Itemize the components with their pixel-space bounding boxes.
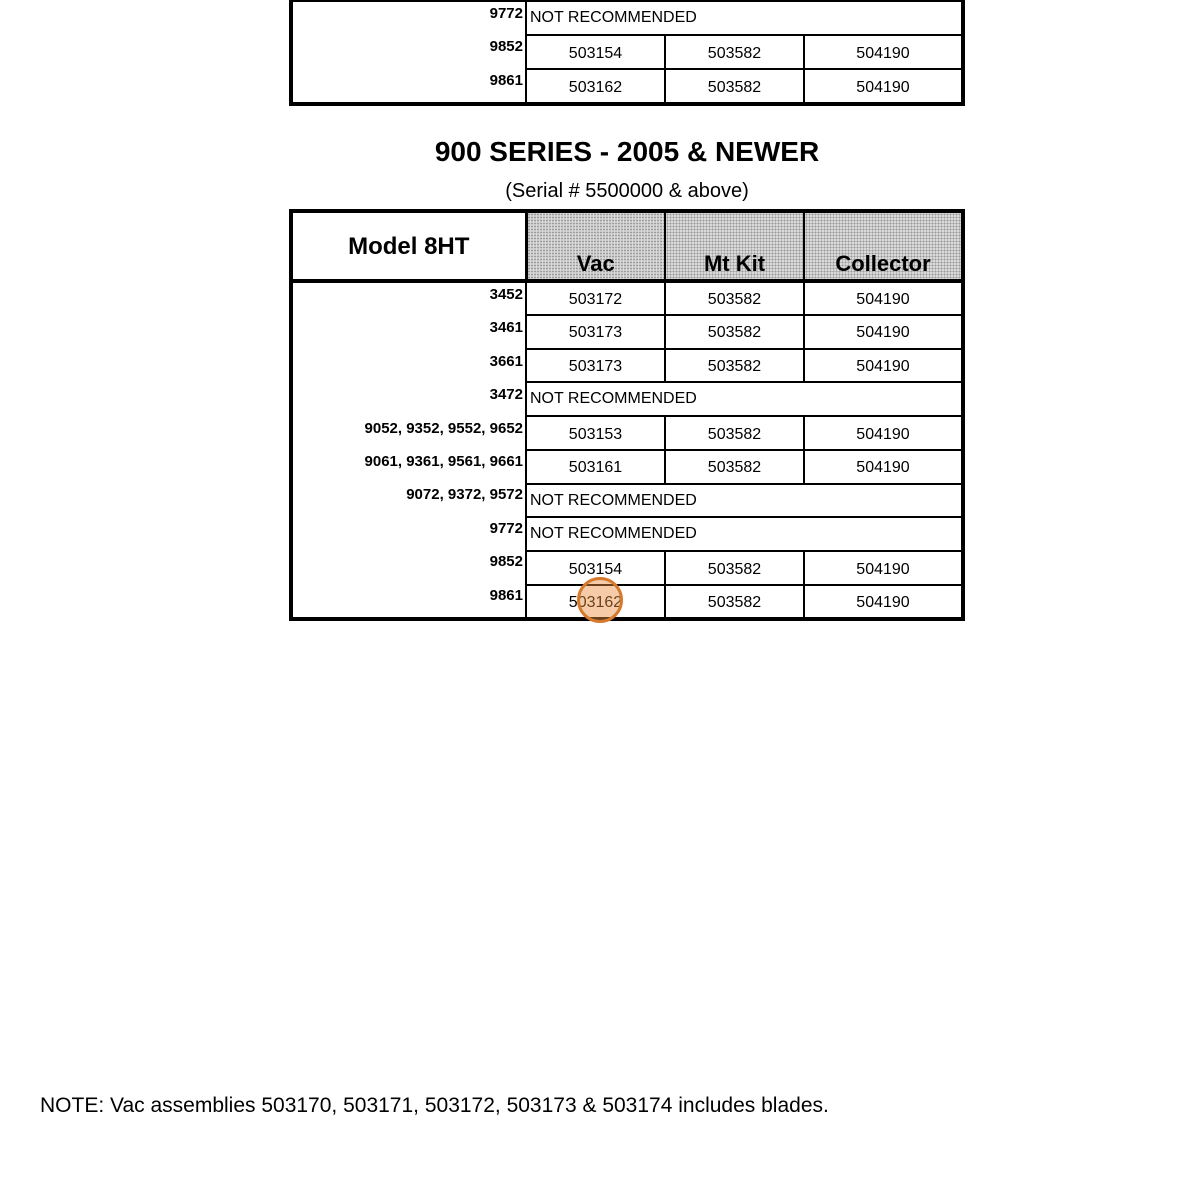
previous-parts-table	[289, 0, 965, 106]
mt-kit-cell: 503582	[665, 585, 804, 619]
model-header: Model 8HT	[291, 211, 526, 281]
vac-cell: 503154	[526, 551, 665, 585]
model-column	[291, 0, 526, 104]
collector-cell: 504190	[804, 69, 963, 104]
section-title: 900 SERIES - 2005 & NEWER	[434, 136, 820, 167]
collector-cell: 504190	[804, 450, 963, 484]
not-recommended-cell: NOT RECOMMENDED	[526, 517, 963, 551]
parts-table	[289, 209, 965, 621]
table-row	[291, 0, 963, 35]
table-row	[291, 281, 963, 315]
vac-cell: 503173	[526, 315, 665, 349]
model-label: 9072, 9372, 9572	[406, 486, 523, 504]
collector-cell: 504190	[804, 35, 963, 70]
note-text: NOTE: Vac assemblies 503170, 503171, 503172, 503173 & 503174 includes blades.	[40, 1094, 829, 1117]
model-label: 9052, 9352, 9552, 9652	[364, 419, 523, 437]
collector-cell: 504190	[804, 416, 963, 450]
mt-kit-cell: 503582	[665, 551, 804, 585]
collector-cell: 504190	[804, 551, 963, 585]
mt-kit-cell: 503582	[665, 281, 804, 315]
collector-cell: 504190	[804, 585, 963, 619]
mt-kit-cell: 503582	[665, 315, 804, 349]
model-label: 3452	[489, 286, 523, 303]
table-header-row	[291, 211, 963, 281]
mt-kit-cell: 503582	[665, 35, 804, 70]
model-label: 9861	[489, 586, 523, 604]
model-label: 3472	[489, 386, 523, 404]
vac-cell: 503153	[526, 416, 665, 450]
model-label: 3661	[489, 352, 523, 370]
collector-header: Collector	[804, 211, 963, 281]
mt-kit-cell: 503582	[665, 416, 804, 450]
vac-header: Vac	[526, 211, 665, 281]
model-label: 9852	[489, 553, 523, 571]
not-recommended-cell: NOT RECOMMENDED	[526, 382, 963, 416]
mt-kit-cell: 503582	[665, 349, 804, 383]
collector-cell: 504190	[804, 349, 963, 383]
model-label: 9861	[489, 71, 523, 89]
vac-cell: 503162	[526, 69, 665, 104]
model-label: 9772	[489, 519, 523, 537]
model-label: 9852	[489, 38, 523, 56]
model-label: 9772	[489, 5, 523, 22]
collector-cell: 504190	[804, 315, 963, 349]
vac-cell: 503161	[526, 450, 665, 484]
mt-kit-cell: 503582	[665, 69, 804, 104]
collector-cell: 504190	[804, 281, 963, 315]
model-label: 9061, 9361, 9561, 9661	[364, 452, 523, 470]
vac-cell: 503154	[526, 35, 665, 70]
mt-kit-cell: 503582	[665, 450, 804, 484]
model-column	[291, 281, 526, 619]
mt-kit-header: Mt Kit	[665, 211, 804, 281]
model-label: 3461	[489, 319, 523, 337]
vac-cell: 503172	[526, 281, 665, 315]
not-recommended-cell: NOT RECOMMENDED	[526, 484, 963, 518]
vac-cell: 503173	[526, 349, 665, 383]
section-subtitle: (Serial # 5500000 & above)	[505, 180, 749, 202]
not-recommended-cell: NOT RECOMMENDED	[526, 0, 963, 35]
vac-cell[interactable]: 503162	[526, 585, 665, 619]
